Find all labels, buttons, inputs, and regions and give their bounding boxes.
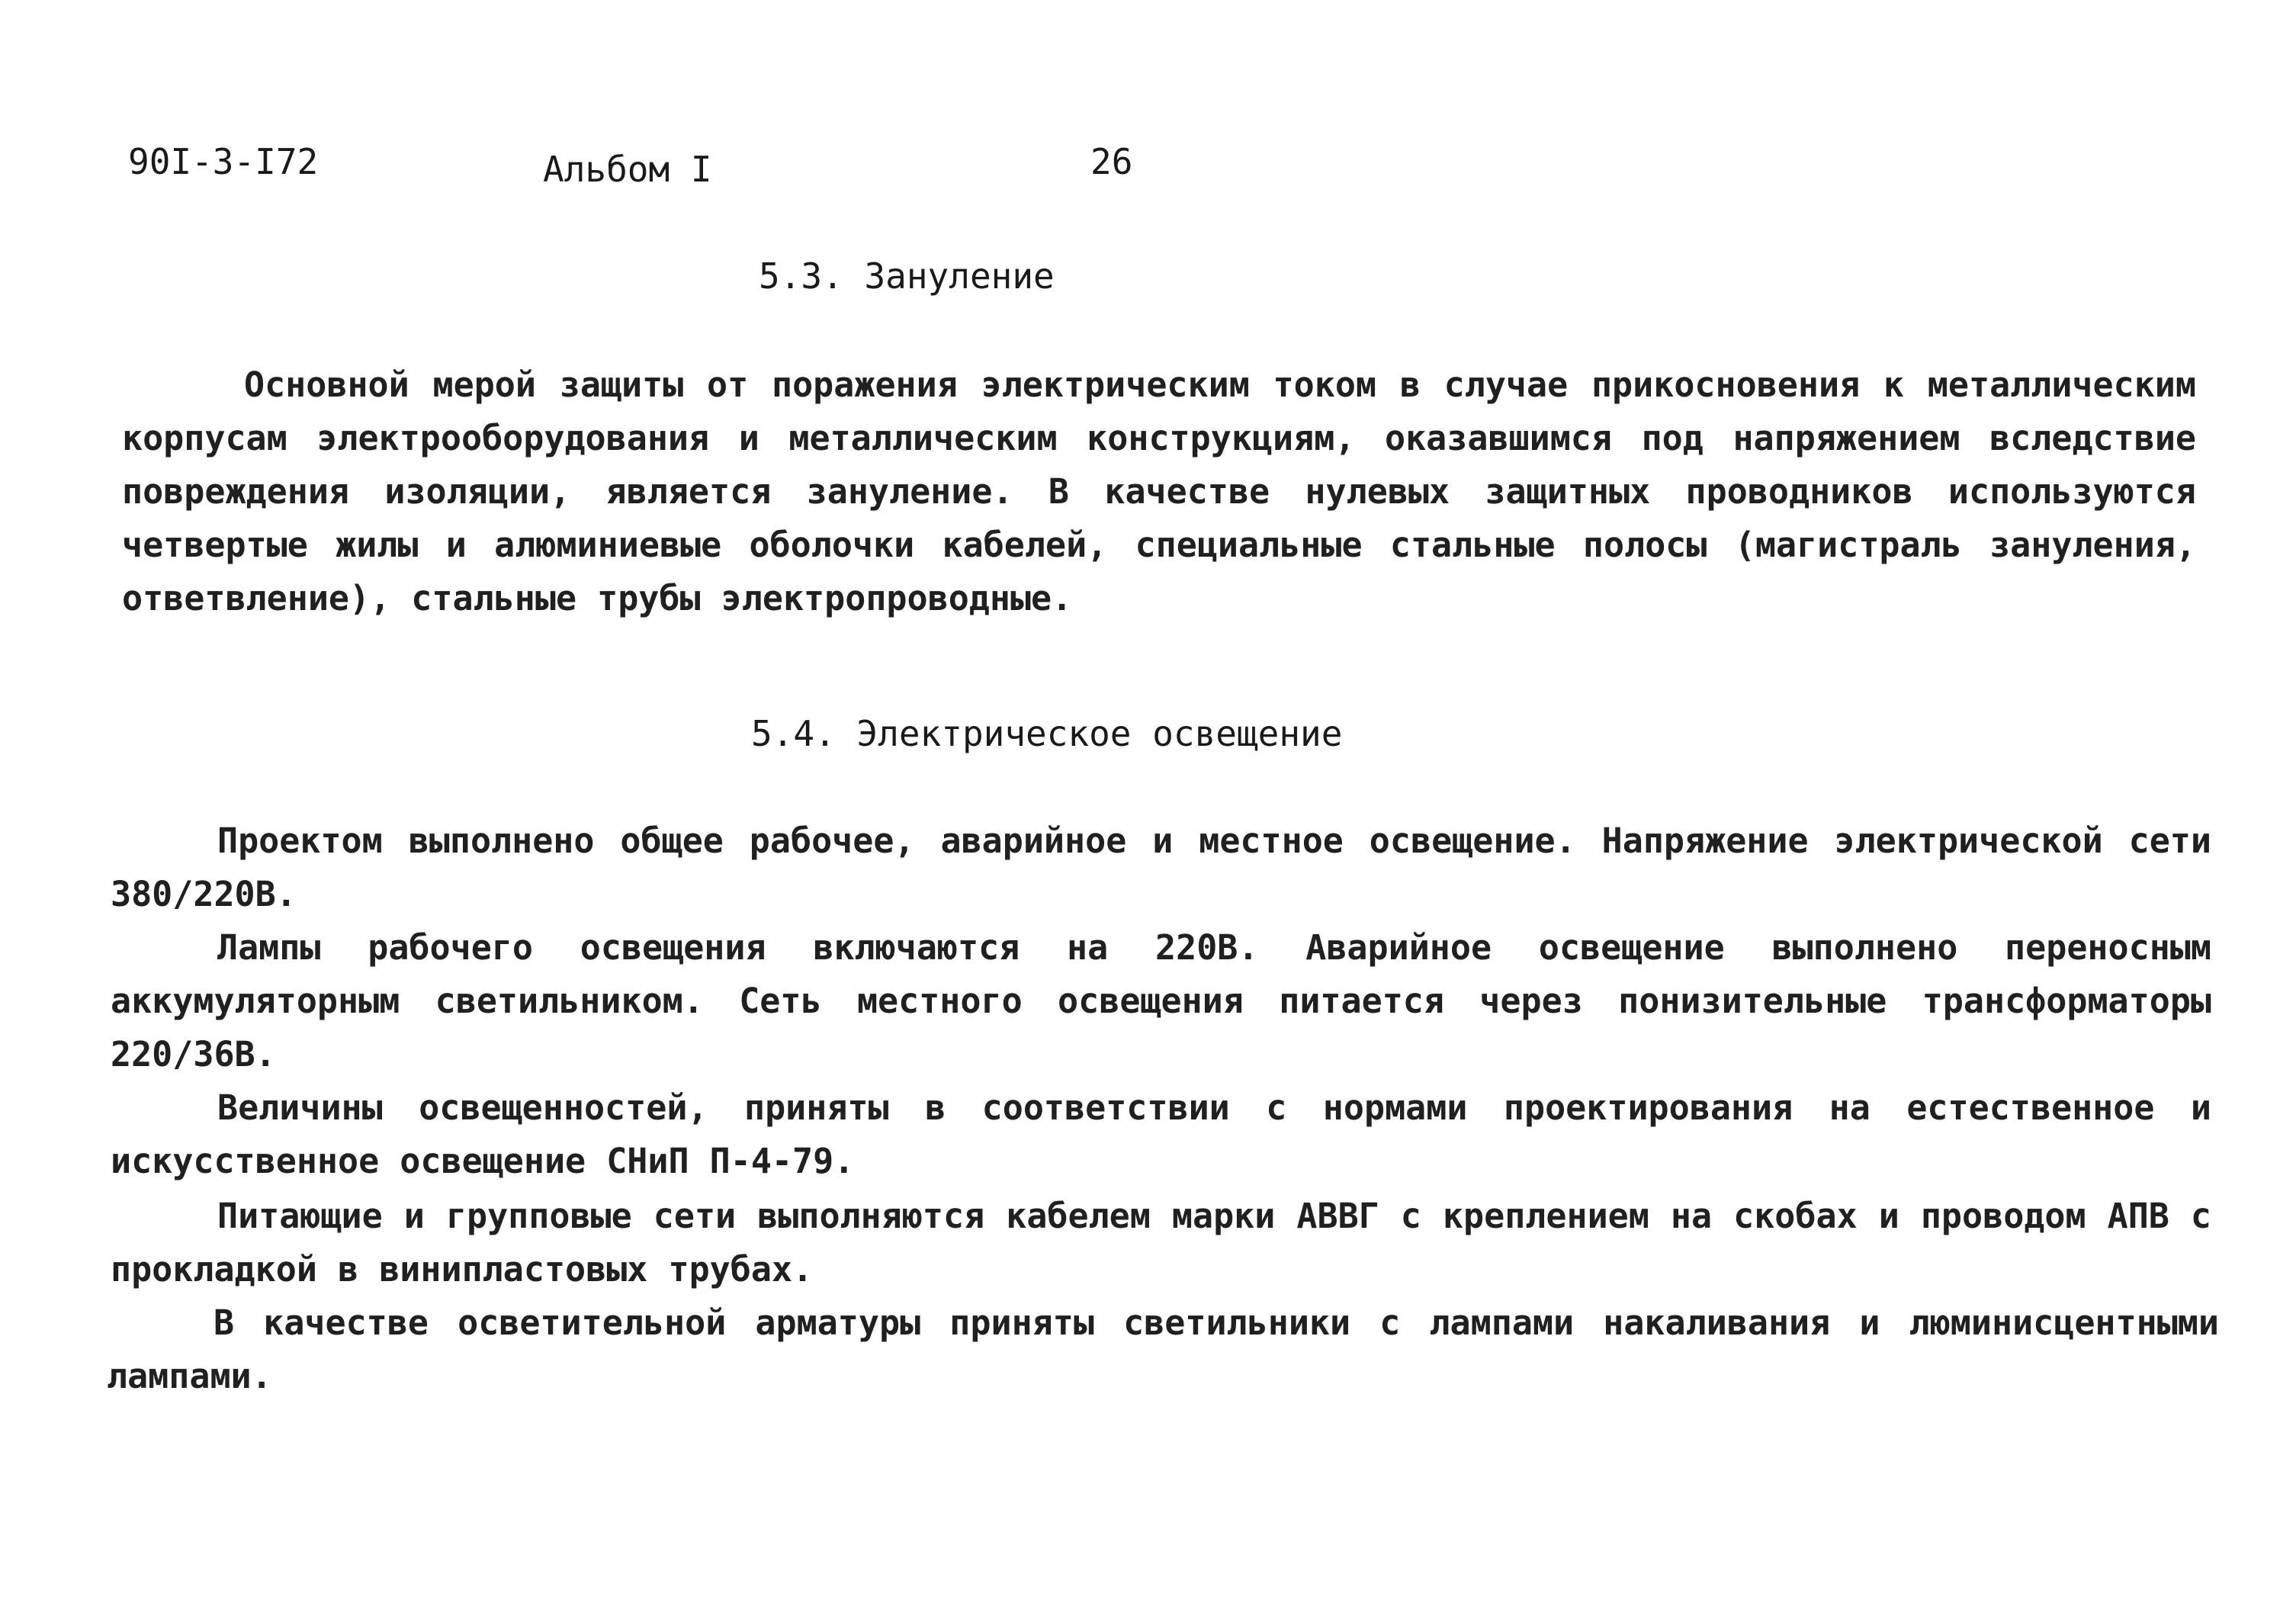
section-title-text: 5.4. Электрическое освещение [751, 713, 1343, 754]
page-header [0, 141, 2296, 194]
paragraph-lighting-fixtures: В качестве осветительной арматуры приняты светильники с лампами накаливания и люминисцентными лампами. [107, 1302, 2219, 1396]
page-number: 26 [1090, 141, 1133, 182]
paragraph-lighting-lamps: Лампы рабочего освещения включаются на 220В. Аварийное освещение выполнено переносным аккумуляторным светильником. Сеть местного освещения питается через понизительные трансформаторы 220/36В. [111, 927, 2211, 1074]
paragraph-lighting-networks: Питающие и групповые сети выполняются кабелем марки АВВГ с креплением на скобах и проводом АПВ с прокладкой в винипластовых трубах. [111, 1196, 2211, 1290]
paragraph-grounding: Основной мерой защиты от поражения электрическим током в случае прикосновения к металлическим корпусам электрооборудования и металлическим конструкциям, оказавшимся под напряжением вследствие повреждения изоляции, является зануление. В качестве нулевых защитных проводников используются четвертые жилы и алюминиевые оболочки кабелей, специальные стальные полосы (магистраль зануления, ответвление), стальные трубы электропроводные. [122, 365, 2196, 618]
paragraph-lighting-general: Проектом выполнено общее рабочее, аварийное и местное освещение. Напряжение электрической сети 380/220В. [111, 821, 2211, 914]
paragraph-lighting-norms: Величины освещенностей, приняты в соответствии с нормами проектирования на естественное и искусственное освещение СНиП П-4-79. [111, 1087, 2211, 1181]
album-label: Альбом I [543, 149, 712, 190]
section-title-text: 5.3. Зануление [759, 255, 1055, 297]
document-code: 90I-3-I72 [128, 141, 319, 182]
